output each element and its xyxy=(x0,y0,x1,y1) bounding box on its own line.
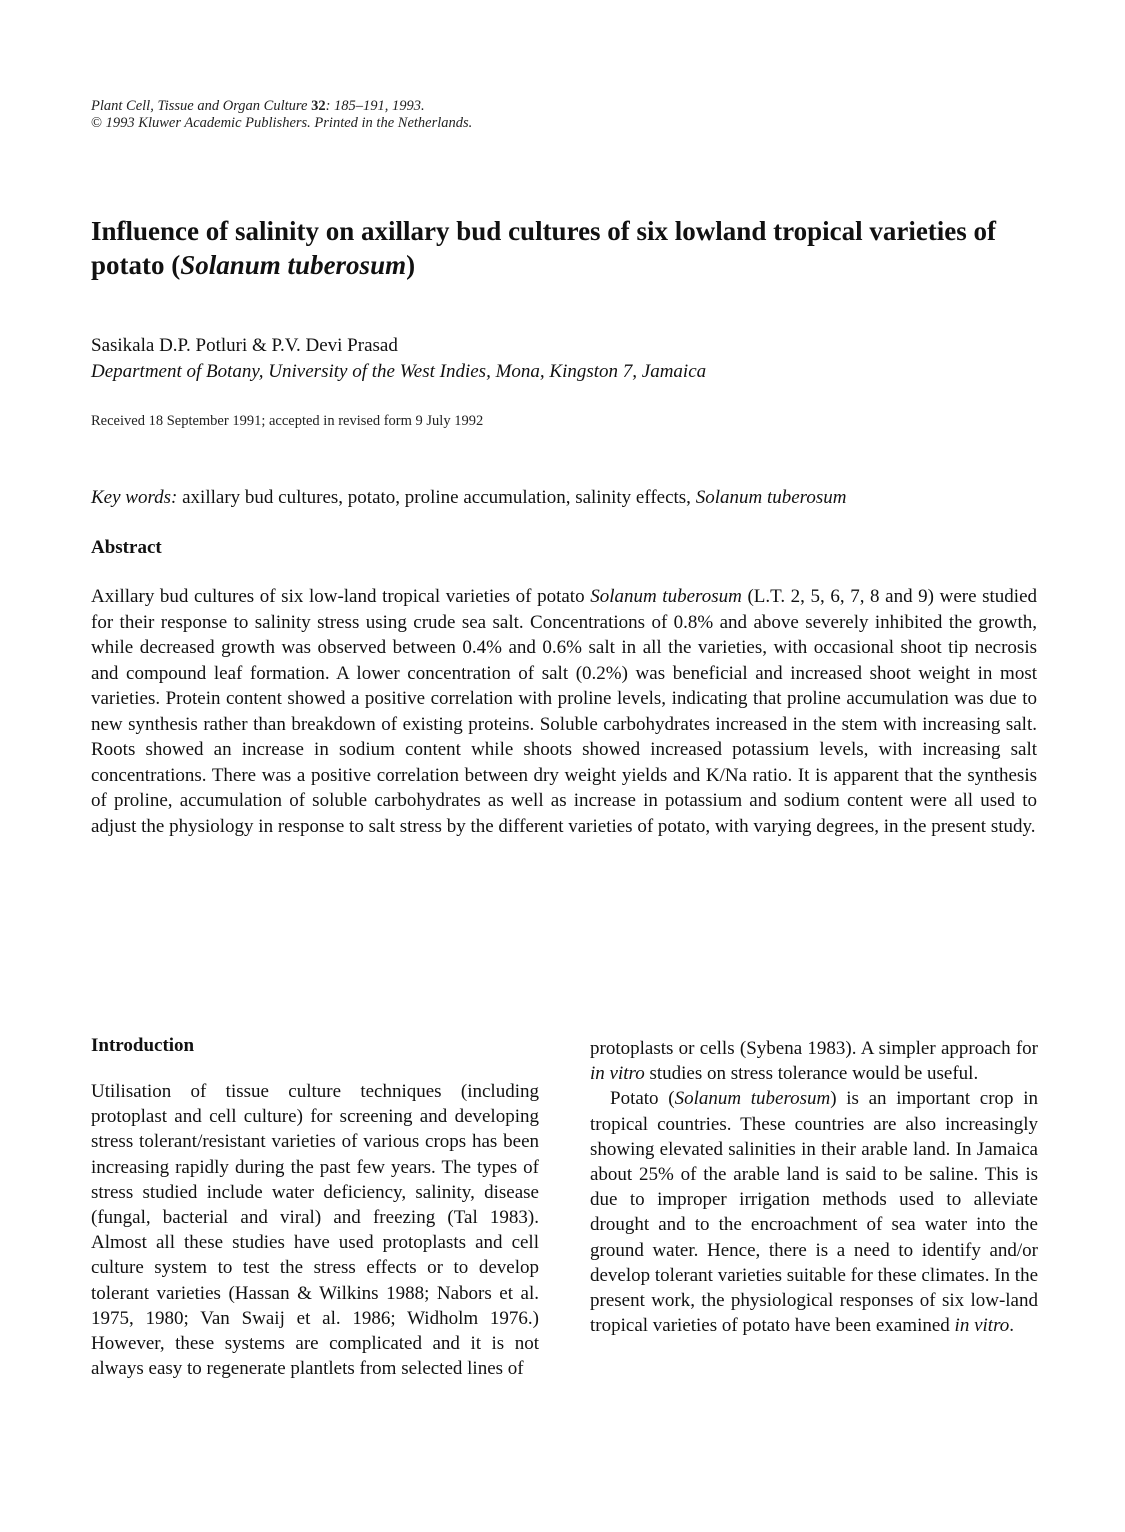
p2-in-vitro: in vitro xyxy=(954,1315,1010,1337)
intro-paragraph-1: Utilisation of tissue culture techniques (including protoplast and cell culture) for screening and developing stress tolerant/resistant varieties of various crops has been increasing rapidly during the past few years. The types of stress studied include water deficiency, salinity, disease (fungal, bacterial and viral) and freezing (Tal 1983). Almost all these studies have used protoplasts and cell culture system to test the stress effects or to develop tolerant varieties (Hassan & Wilkins 1988; Nabors et al. 1975, 1980; Van Swaij et al. 1986; Widholm 1976.) However, these systems are complicated and it is not always easy to regenerate plantlets from selected lines of xyxy=(91,1081,539,1380)
journal-header xyxy=(91,98,472,132)
p2-end: . xyxy=(1009,1315,1015,1337)
title-text: Influence of salinity on axillary bud cultures of six lowland tropical varieties of potato ( xyxy=(91,216,997,280)
received-dates: Received 18 September 1991; accepted in revised form 9 July 1992 xyxy=(91,413,484,429)
title-close: ) xyxy=(406,250,416,280)
keywords-text: axillary bud cultures, potato, proline accumulation, salinity effects, xyxy=(182,487,691,508)
keywords-label: Key words: xyxy=(91,487,178,508)
title-species: Solanum tuberosum xyxy=(180,250,407,280)
keywords xyxy=(91,485,846,511)
abstract-species: Solanum tuberosum xyxy=(590,586,742,607)
journal-volume: 32 xyxy=(311,98,326,114)
column-left xyxy=(91,1033,539,1381)
authors: Sasikala D.P. Potluri & P.V. Devi Prasad xyxy=(91,335,398,356)
introduction-heading: Introduction xyxy=(91,1035,195,1056)
affiliation: Department of Botany, University of the West Indies, Mona, Kingston 7, Jamaica xyxy=(91,361,707,382)
col2-text-b: studies on stress tolerance would be useful. xyxy=(649,1063,979,1085)
p2-species: Solanum tuberosum xyxy=(674,1088,831,1110)
intro-paragraph-1-continued xyxy=(590,1036,1038,1086)
abstract-body xyxy=(91,584,1037,839)
author-block xyxy=(91,333,706,385)
copyright-icon: © xyxy=(91,115,103,131)
paper-title xyxy=(91,214,1051,282)
column-right xyxy=(590,1036,1038,1338)
p2-text-b: ) is an important crop in tropical countries. These countries are also increasingly showing elevated salinities in their arable land. In Jamaica about 25% of the arable land is said to be saline. This is due to improper irrigation methods used to alleviate drought and to the encroachment of sea water into the ground water. Hence, there is a need to identify and/or develop tolerant varieties suitable for these climates. In the present work, the physiological responses of six low-land tropical varieties of potato have been examined xyxy=(590,1088,1038,1337)
col2-in-vitro: in vitro xyxy=(590,1063,645,1085)
p2-text-a: Potato ( xyxy=(610,1088,675,1110)
col2-text-a: protoplasts or cells (Sybena 1983). A simpler approach for xyxy=(590,1038,1038,1059)
journal-citation xyxy=(91,98,472,115)
abstract-heading: Abstract xyxy=(91,537,162,558)
intro-paragraph-2 xyxy=(590,1086,1038,1338)
abstract-text-2: (L.T. 2, 5, 6, 7, 8 and 9) were studied for their response to salinity stress using crude sea salt. Concentrations of 0.8% and above severely inhibited the growth, while decreased growth was observed between 0.4% and 0.6% salt in all the varieties, with occasional shoot tip necrosis and compound leaf formation. A lower concentration of salt (0.2%) was beneficial and increased shoot weight in most varieties. Protein content showed a positive correlation with proline levels, indicating that proline accumulation was due to new synthesis rather than breakdown of existing proteins. Soluble carbohydrates increased in the stem with increasing salt. Roots showed an increase in sodium content while shoots showed increased potassium levels, with increasing salt concentrations. There was a positive correlation between dry weight yields and K/Na ratio. It is apparent that the synthesis of proline, accumulation of soluble carbohydrates as well as increase in potassium and sodium content were all used to adjust the physiology in response to salt stress by the different varieties of potato, with varying degrees, in the present study. xyxy=(91,586,1038,837)
journal-pages: : 185–191, 1993. xyxy=(325,98,425,114)
keywords-species: Solanum tuberosum xyxy=(695,487,847,508)
journal-name: Plant Cell, Tissue and Organ Culture xyxy=(91,98,308,114)
abstract-text-1: Axillary bud cultures of six low-land tropical varieties of potato xyxy=(91,586,585,607)
copyright-text: 1993 Kluwer Academic Publishers. Printed in the Netherlands. xyxy=(105,115,473,131)
journal-copyright xyxy=(91,115,472,132)
